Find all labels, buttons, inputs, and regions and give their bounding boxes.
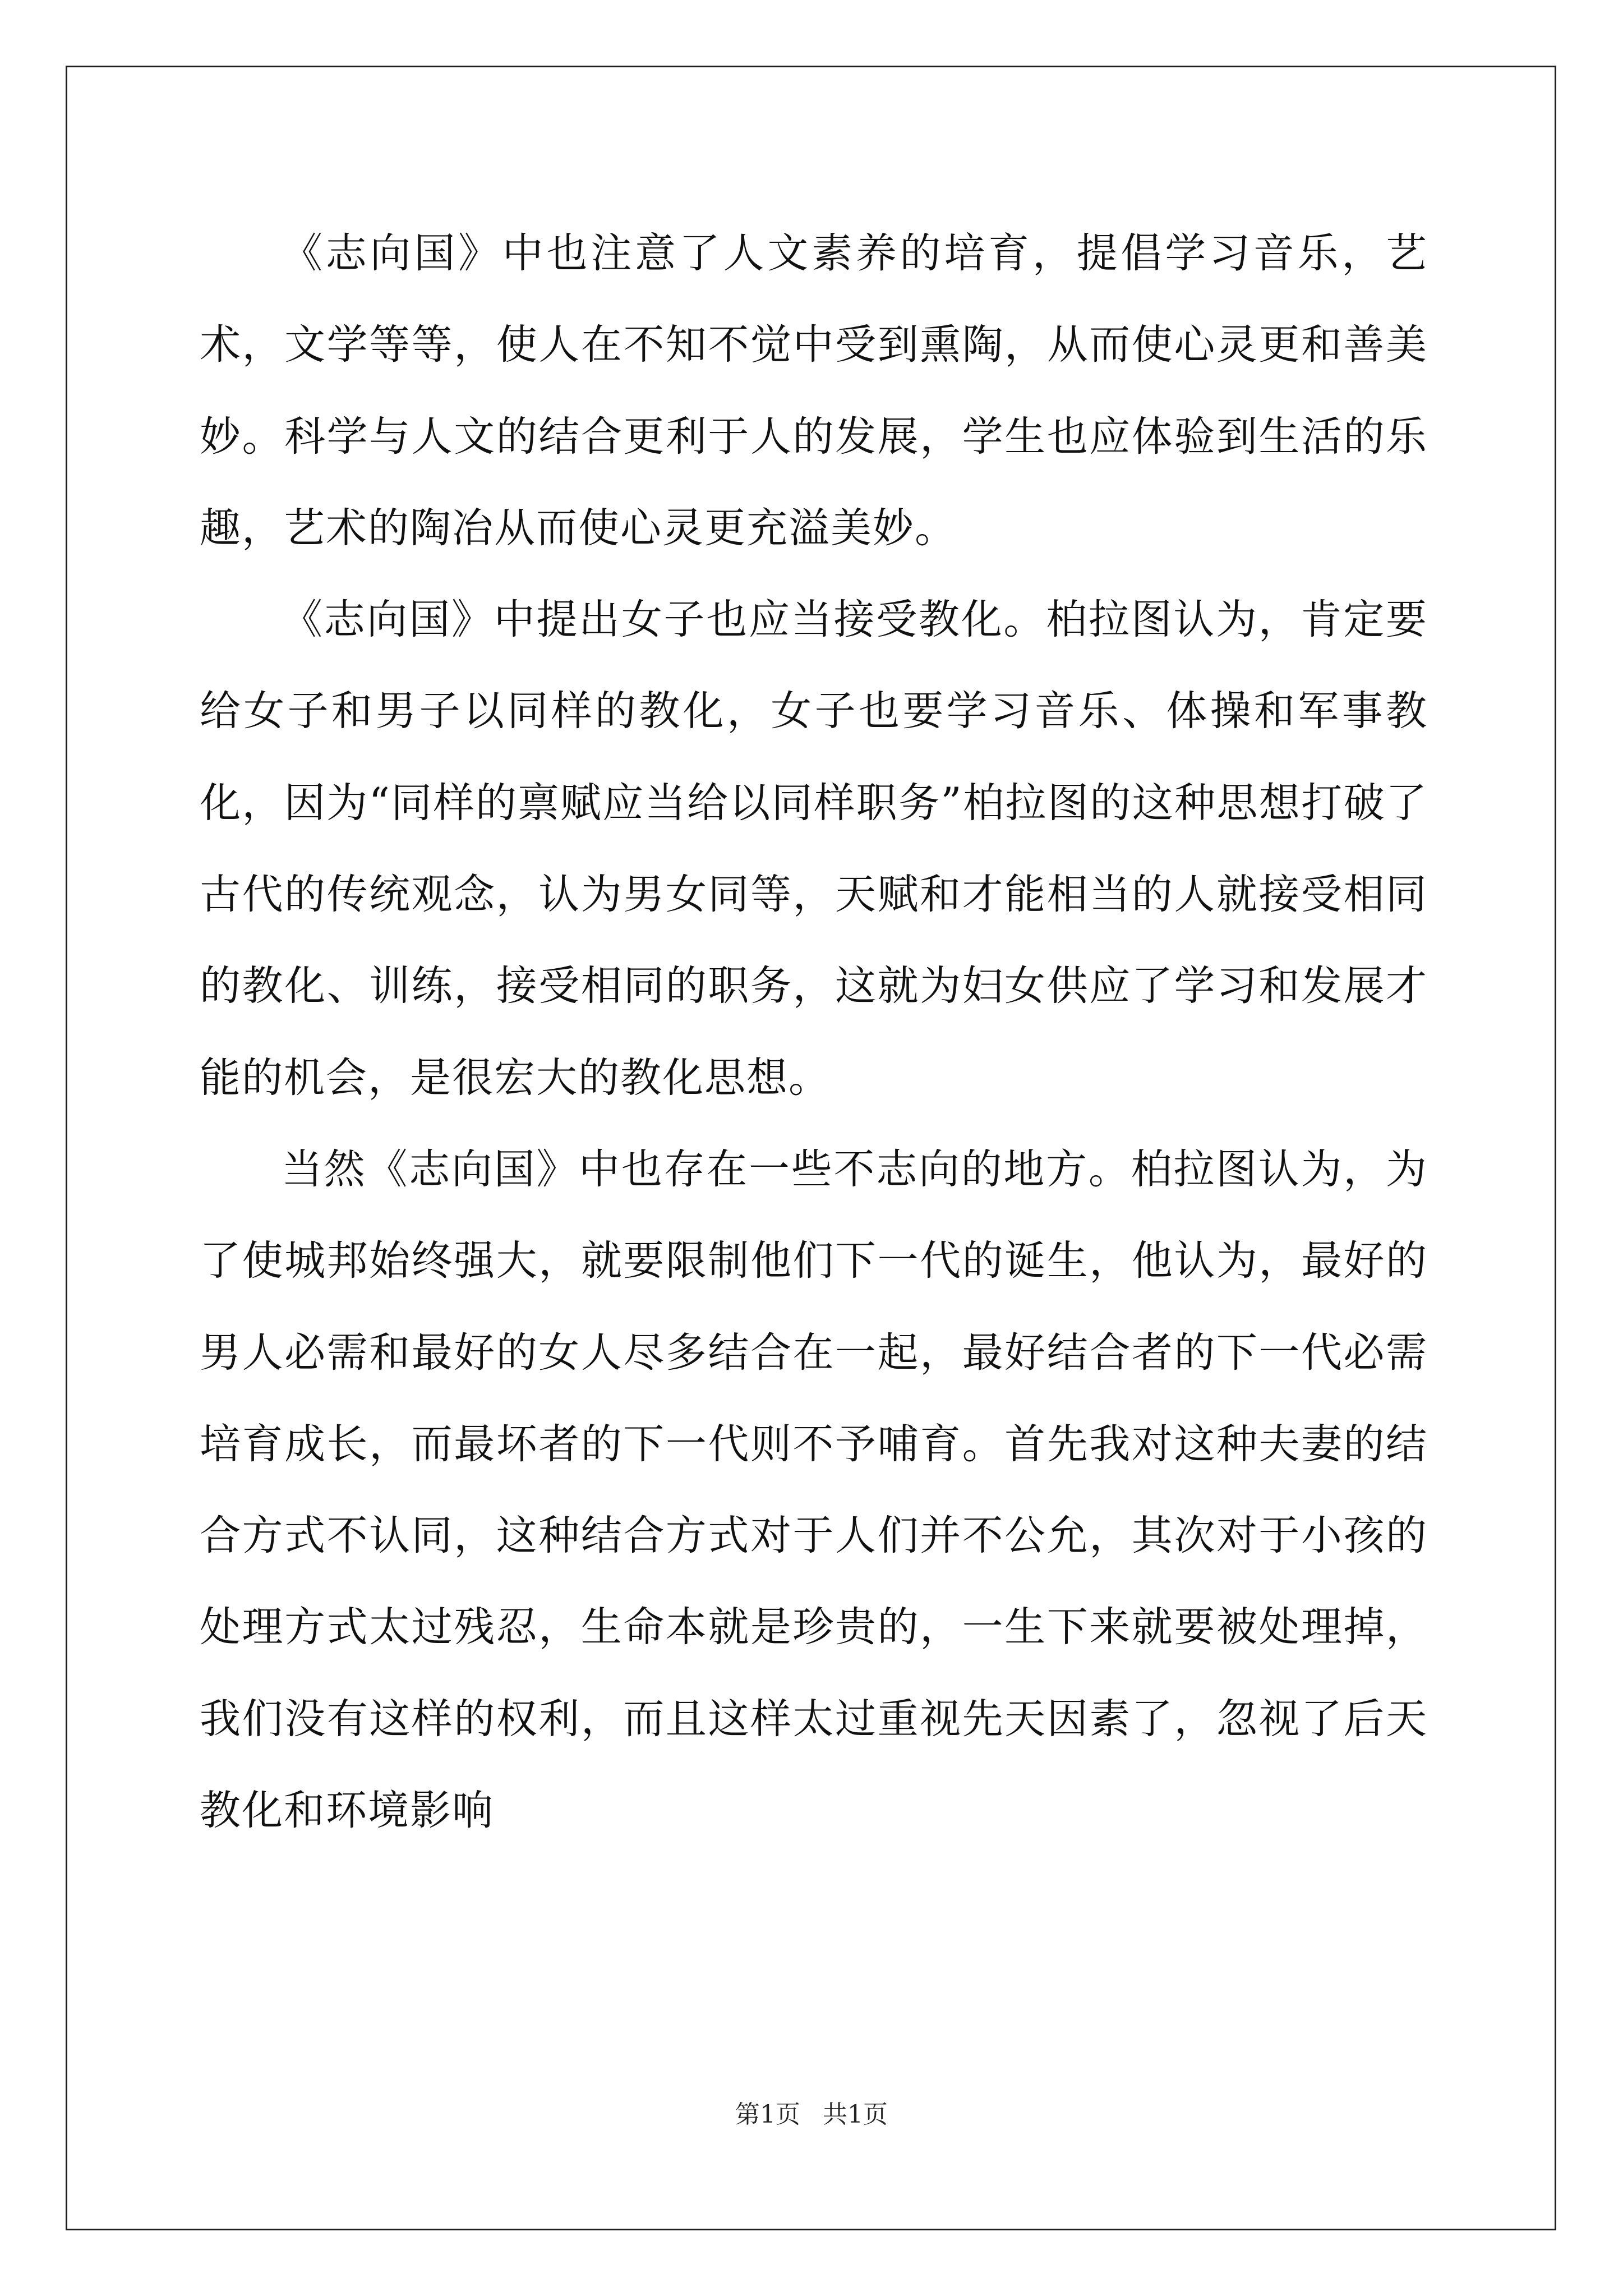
page-footer xyxy=(0,2098,1623,2132)
paragraph-1: 《志向国》中也注意了人文素养的培育，提倡学习音乐，艺术，文学等等，使人在不知不觉中受到熏陶，从而使心灵更和善美妙。科学与人文的结合更利于人的发展，学生也应体验到生活的乐趣，艺术的陶冶从而使心灵更充溢美妙。 xyxy=(200,229,1428,552)
page-number-total: 共1页 xyxy=(823,2100,888,2129)
paragraph-3: 当然《志向国》中也存在一些不志向的地方。柏拉图认为，为了使城邦始终强大，就要限制他们下一代的诞生，他认为，最好的男人必需和最好的女人尽多结合在一起，最好结合者的下一代必需培育成长，而最坏者的下一代则不予哺育。首先我对这种夫妻的结合方式不认同，这种结合方式对于人们并不公允，其次对于小孩的处理方式太过残忍，生命本就是珍贵的，一生下来就要被处理掉，我们没有这样的权利，而且这样太过重视先天因素了，忽视了后天教化和环境影响 xyxy=(200,1145,1428,1835)
document-body xyxy=(200,208,1428,1856)
page-number-current: 第1页 xyxy=(735,2100,800,2129)
paragraph-2: 《志向国》中提出女子也应当接受教化。柏拉图认为，肯定要给女子和男子以同样的教化，女子也要学习音乐、体操和军事教化，因为“同样的禀赋应当给以同样职务”柏拉图的这种思想打破了古代的传统观念，认为男女同等，天赋和才能相当的人就接受相同的教化、训练，接受相同的职务，这就为妇女供应了学习和发展才能的机会，是很宏大的教化思想。 xyxy=(200,596,1428,1102)
